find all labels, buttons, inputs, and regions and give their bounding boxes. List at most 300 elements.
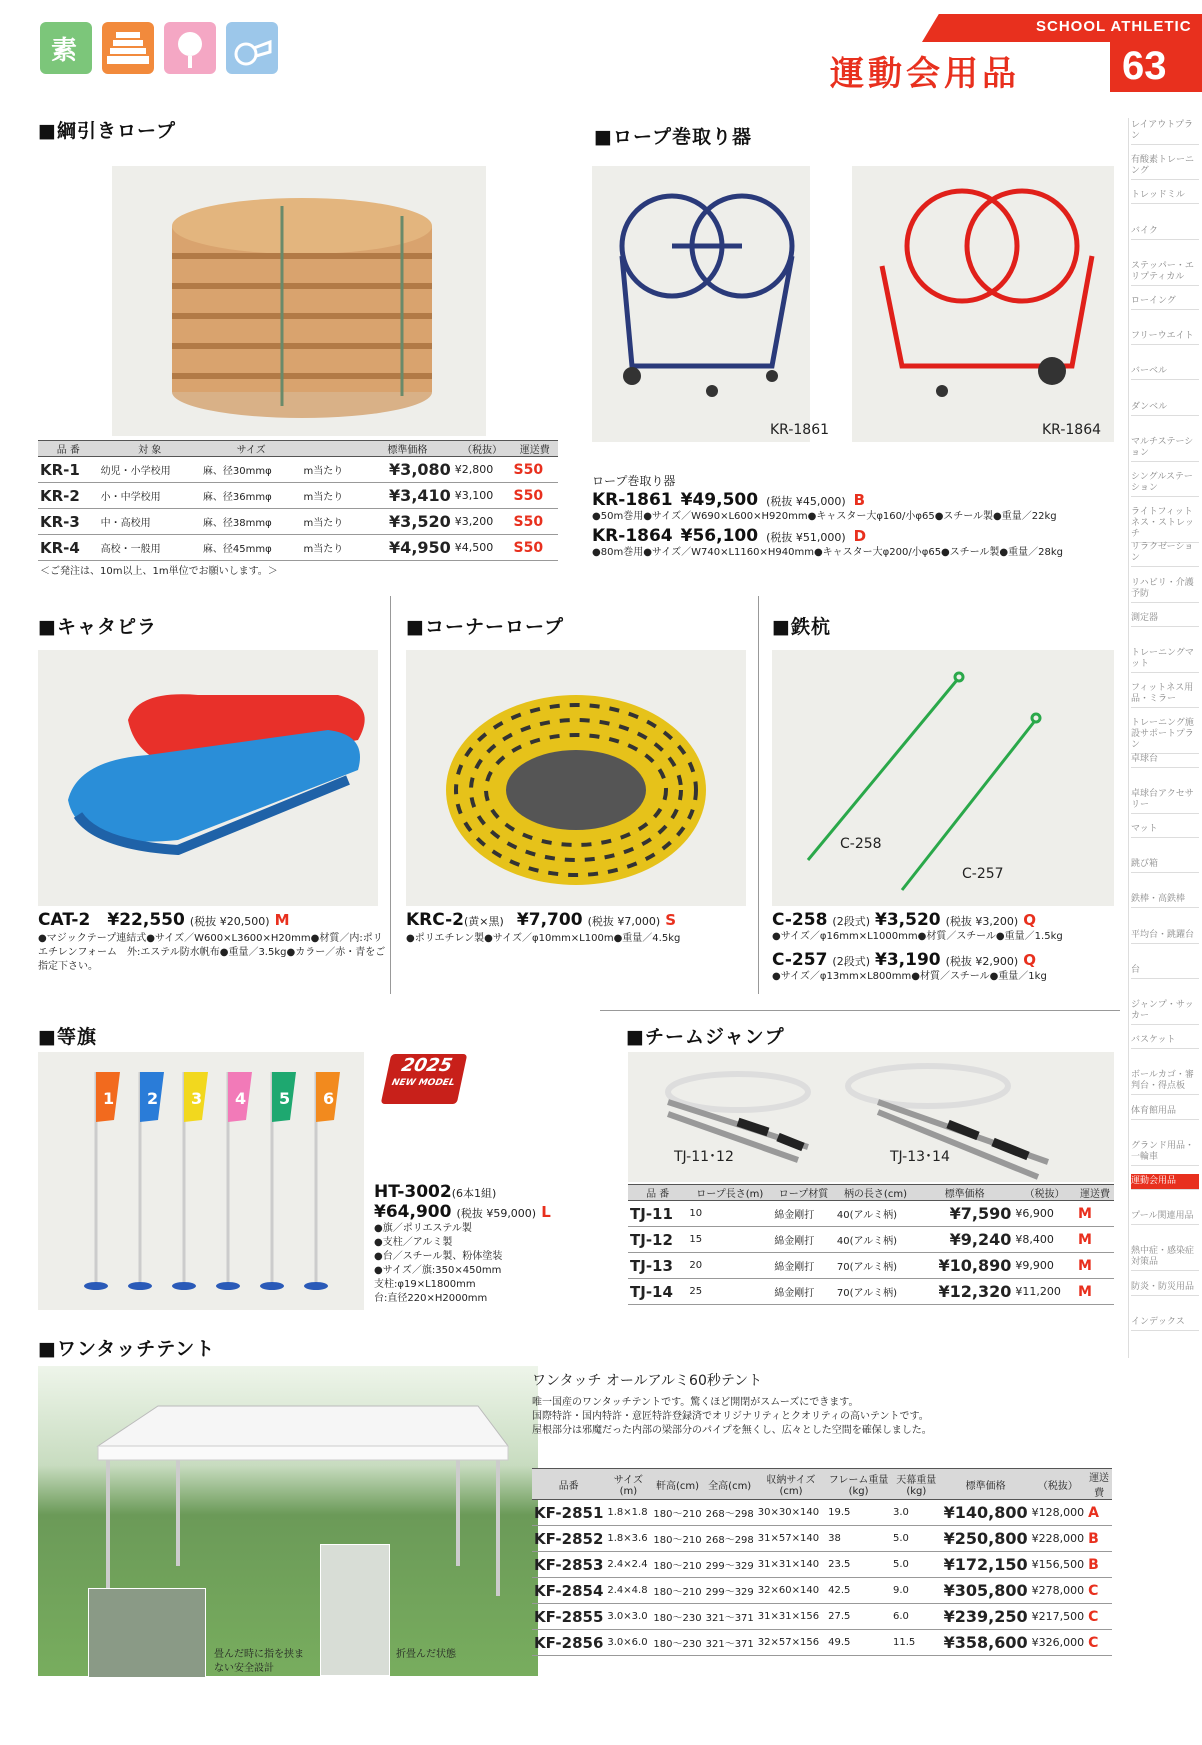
table-cell: KR-4 — [38, 535, 99, 561]
jump-table — [628, 1184, 1114, 1305]
winder-code: KR-1864 — [592, 526, 673, 546]
vaulting-box-icon — [102, 22, 154, 74]
sidebar-item[interactable]: 防炎・防災用品 — [1131, 1280, 1199, 1296]
badge-text: NEW MODEL — [390, 1078, 456, 1088]
winder-price: ¥56,100 — [680, 526, 759, 546]
table-cell: 180～210 — [651, 1500, 703, 1526]
tent-inset-1 — [88, 1588, 206, 1678]
winder-tax: (税抜 ¥51,000) — [766, 531, 846, 544]
stake-ship: Q — [1023, 951, 1036, 969]
table-header — [301, 441, 361, 457]
jump-label-1: TJ-11･12 — [674, 1149, 734, 1165]
table-header: 軒高(cm) — [651, 1469, 703, 1500]
table-cell: ¥217,500 — [1030, 1604, 1087, 1630]
table-cell: 268～298 — [704, 1500, 756, 1526]
table-header: （税抜） — [1013, 1185, 1076, 1201]
table-header: 標準価格 — [362, 441, 453, 457]
table-cell: m当たり — [301, 509, 361, 535]
table-cell: m当たり — [301, 457, 361, 483]
table-cell: ¥140,800 — [942, 1500, 1030, 1526]
table-header: 天幕重量(kg) — [891, 1469, 942, 1500]
table-header: 全高(cm) — [704, 1469, 756, 1500]
corner-rope-photo — [406, 650, 746, 906]
table-cell: M — [1076, 1253, 1114, 1279]
cat-tax: (税抜 ¥20,500) — [189, 915, 270, 928]
sidebar-item[interactable]: フィットネス用品・ミラー — [1131, 681, 1199, 708]
tent-desc-line: 屋根部分は邪魔だった内部の梁部分のパイプを無くし、広々とした空間を確保しました。 — [532, 1425, 932, 1436]
table-cell: 30×30×140 — [756, 1500, 826, 1526]
corner-code: KRC-2 — [406, 910, 465, 930]
flags-spec — [374, 1222, 574, 1306]
table-cell: 40(アルミ柄) — [835, 1201, 916, 1227]
table-row — [628, 1279, 1114, 1305]
section-title-stake: ■鉄杭 — [772, 616, 831, 638]
page-title: 運動会用品 — [830, 54, 1020, 94]
table-cell: ¥7,590 — [916, 1201, 1013, 1227]
sidebar-item[interactable]: トレーニングマット — [1131, 646, 1199, 673]
table-cell: KF-2852 — [532, 1526, 605, 1552]
table-row — [532, 1630, 1112, 1656]
table-cell: 27.5 — [826, 1604, 891, 1630]
stake-spec: ●サイズ／φ13mm×L800mm●材質／スチール●重量／1kg — [772, 971, 1047, 982]
table-cell: 180～230 — [651, 1630, 703, 1656]
series-label: SCHOOL ATHLETIC — [1036, 18, 1192, 35]
table-cell: 麻、径30mmφ — [201, 457, 302, 483]
table-cell: 321～371 — [704, 1604, 756, 1630]
winder-code: KR-1861 — [592, 490, 673, 510]
table-cell: C — [1086, 1604, 1112, 1630]
sidebar-item[interactable]: リラクゼーション — [1131, 540, 1199, 567]
table-header: 品 番 — [628, 1185, 687, 1201]
sidebar-item[interactable]: ローイング — [1131, 294, 1199, 310]
flags-variant: (6本1組) — [451, 1187, 497, 1200]
table-header: 品番 — [532, 1469, 605, 1500]
table-header: サイズ — [201, 441, 302, 457]
table-cell: ¥12,320 — [916, 1279, 1013, 1305]
table-header: 収納サイズ(cm) — [756, 1469, 826, 1500]
stake-label-2: C-257 — [962, 866, 1004, 882]
table-cell: TJ-13 — [628, 1253, 687, 1279]
sidebar-item[interactable]: 熱中症・感染症対策品 — [1131, 1244, 1199, 1271]
table-cell: M — [1076, 1201, 1114, 1227]
sidebar-item[interactable]: 体育館用品 — [1131, 1104, 1199, 1120]
stake-variant: (2段式) — [832, 915, 871, 928]
sidebar-item[interactable]: マルチステーション — [1131, 435, 1199, 462]
divider — [758, 596, 759, 994]
table-header: 対 象 — [99, 441, 201, 457]
table-cell: ¥3,410 — [362, 483, 453, 509]
whistle-icon — [226, 22, 278, 74]
table-header: ロープ長さ(m) — [687, 1185, 772, 1201]
table-header: 柄の長さ(cm) — [835, 1185, 916, 1201]
sidebar-item[interactable]: ダンベル — [1131, 400, 1199, 416]
table-cell: S50 — [512, 535, 558, 561]
table-row — [38, 483, 558, 509]
table-cell: ¥156,500 — [1030, 1552, 1087, 1578]
table-cell: S50 — [512, 457, 558, 483]
sidebar-item[interactable]: ステッパー・エリプティカル — [1131, 259, 1199, 286]
table-cell: C — [1086, 1630, 1112, 1656]
stake-code: C-257 — [772, 950, 828, 970]
table-cell: 麻、径36mmφ — [201, 483, 302, 509]
table-cell: KR-1 — [38, 457, 99, 483]
stake-tax: (税抜 ¥3,200) — [945, 915, 1019, 928]
table-cell: ¥10,890 — [916, 1253, 1013, 1279]
table-cell: ¥3,200 — [453, 509, 512, 535]
table-cell: ¥3,080 — [362, 457, 453, 483]
tent-inset-2 — [320, 1544, 390, 1676]
flags-spec-line: ●サイズ／旗:350×450mm — [374, 1265, 502, 1276]
flags-price: ¥64,900 — [374, 1202, 452, 1222]
table-cell: S50 — [512, 483, 558, 509]
flags-ship: L — [541, 1203, 551, 1221]
flag-number: 1 — [103, 1089, 115, 1108]
table-cell: 綿金剛打 — [772, 1201, 835, 1227]
category-icon-material: 素 — [40, 22, 92, 74]
table-cell: C — [1086, 1578, 1112, 1604]
table-header: 標準価格 — [942, 1469, 1030, 1500]
section-title-jump: ■チームジャンプ — [626, 1026, 785, 1048]
table-cell: ¥11,200 — [1013, 1279, 1076, 1305]
table-cell: KR-3 — [38, 509, 99, 535]
table-row — [38, 457, 558, 483]
table-cell: 綿金剛打 — [772, 1279, 835, 1305]
flag-number: 2 — [147, 1089, 159, 1108]
flag-base — [128, 1282, 152, 1290]
stake-photo — [772, 650, 1114, 906]
table-row — [628, 1253, 1114, 1279]
sidebar-item[interactable]: バイク — [1131, 224, 1199, 240]
stake-price: ¥3,520 — [875, 910, 941, 930]
table-cell: KF-2856 — [532, 1630, 605, 1656]
flags-spec-line: 台:直径220×H2000mm — [374, 1293, 488, 1304]
table-cell: ¥2,800 — [453, 457, 512, 483]
table-cell: 70(アルミ柄) — [835, 1279, 916, 1305]
sidebar-item[interactable]: マット — [1131, 822, 1199, 838]
table-cell: 1.8×1.8 — [605, 1500, 651, 1526]
section-title-tent: ■ワンタッチテント — [38, 1338, 216, 1360]
stake-label-1: C-258 — [840, 836, 882, 852]
table-cell: 180～210 — [651, 1526, 703, 1552]
table-cell: 299～329 — [704, 1552, 756, 1578]
table-cell: 3.0×6.0 — [605, 1630, 651, 1656]
corner-item — [406, 910, 756, 946]
table-cell: 31×31×156 — [756, 1604, 826, 1630]
table-cell: 25 — [687, 1279, 772, 1305]
table-cell: 23.5 — [826, 1552, 891, 1578]
stake-item — [772, 910, 1122, 944]
sidebar-item[interactable]: グランド用品・一輪車 — [1131, 1139, 1199, 1166]
table-cell: ¥9,900 — [1013, 1253, 1076, 1279]
table-cell: 3.0 — [891, 1500, 942, 1526]
winder-label-2: KR-1864 — [1042, 422, 1102, 438]
new-model-badge — [381, 1054, 468, 1104]
table-row — [38, 535, 558, 561]
table-header: サイズ(m) — [605, 1469, 651, 1500]
sidebar-item[interactable]: ジャンプ・サッカー — [1131, 998, 1199, 1025]
sidebar-item[interactable]: シングルステーション — [1131, 470, 1199, 497]
tent-inset-1-caption: 畳んだ時に指を挟まない安全設計 — [214, 1649, 304, 1674]
table-cell: 中・高校用 — [99, 509, 201, 535]
table-cell: KF-2854 — [532, 1578, 605, 1604]
divider — [600, 1010, 1120, 1011]
table-cell: ¥3,100 — [453, 483, 512, 509]
sidebar-item[interactable]: トレッドミル — [1131, 188, 1199, 204]
rope-table — [38, 440, 558, 561]
table-cell: 1.8×3.6 — [605, 1526, 651, 1552]
table-cell: 268～298 — [704, 1526, 756, 1552]
winder-caption: ロープ巻取り器 — [592, 474, 676, 488]
sidebar-item[interactable]: バスケット — [1131, 1033, 1199, 1049]
table-cell: 5.0 — [891, 1526, 942, 1552]
table-row — [532, 1578, 1112, 1604]
table-cell: 3.0×3.0 — [605, 1604, 651, 1630]
table-cell: 2.4×4.8 — [605, 1578, 651, 1604]
table-cell: A — [1086, 1500, 1112, 1526]
table-cell: ¥358,600 — [942, 1630, 1030, 1656]
flag-base — [84, 1282, 108, 1290]
table-cell: ¥278,000 — [1030, 1578, 1087, 1604]
table-cell: 70(アルミ柄) — [835, 1253, 916, 1279]
table-cell: 32×57×156 — [756, 1630, 826, 1656]
flags-spec-line: ●支柱／アルミ製 — [374, 1237, 453, 1248]
sidebar-item[interactable]: 有酸素トレーニング — [1131, 153, 1199, 180]
stake-code: C-258 — [772, 910, 828, 930]
winder-ship: D — [853, 527, 867, 545]
flags-spec-line: ●旗／ポリエステル製 — [374, 1223, 472, 1234]
table-cell: 32×60×140 — [756, 1578, 826, 1604]
table-cell: m当たり — [301, 535, 361, 561]
flags-item — [374, 1182, 574, 1306]
sidebar-item[interactable]: 測定器 — [1131, 611, 1199, 627]
table-row — [532, 1526, 1112, 1552]
jump-label-2: TJ-13･14 — [890, 1149, 950, 1165]
stake-variant: (2段式) — [832, 955, 871, 968]
flag-base — [172, 1282, 196, 1290]
corner-spec: ●ポリエチレン製●サイズ／φ10mm×L100m●重量／4.5kg — [406, 933, 681, 944]
table-cell: B — [1086, 1552, 1112, 1578]
table-row — [38, 509, 558, 535]
flags-spec-line: 支柱:φ19×L1800mm — [374, 1279, 476, 1290]
table-cell: 38 — [826, 1526, 891, 1552]
sidebar-item[interactable]: 平均台・跳躍台 — [1131, 928, 1199, 944]
table-header: 運送費 — [1076, 1185, 1114, 1201]
table-header: 運送費 — [1086, 1469, 1112, 1500]
table-cell: KF-2851 — [532, 1500, 605, 1526]
table-cell: m当たり — [301, 483, 361, 509]
flags-tax: (税抜 ¥59,000) — [456, 1207, 537, 1220]
tent-inset-2-caption: 折畳んだ状態 — [396, 1649, 456, 1660]
corner-tax: (税抜 ¥7,000) — [587, 915, 661, 928]
table-cell: TJ-11 — [628, 1201, 687, 1227]
sidebar-item[interactable]: 跳び箱 — [1131, 857, 1199, 873]
table-cell: 180～210 — [651, 1552, 703, 1578]
stake-tax: (税抜 ¥2,900) — [945, 955, 1019, 968]
table-header: ロープ材質 — [772, 1185, 835, 1201]
winder-photo-red — [852, 166, 1114, 442]
tent-description — [532, 1396, 1112, 1438]
table-cell: M — [1076, 1279, 1114, 1305]
table-cell: TJ-12 — [628, 1227, 687, 1253]
sidebar-item[interactable]: 卓球台 — [1131, 752, 1199, 768]
table-cell: 幼児・小学校用 — [99, 457, 201, 483]
table-header: 品 番 — [38, 441, 99, 457]
table-cell: ¥326,000 — [1030, 1630, 1087, 1656]
section-title-corner: ■コーナーロープ — [406, 616, 565, 638]
flag-base — [216, 1282, 240, 1290]
table-header: （税抜） — [1030, 1469, 1087, 1500]
table-cell: ¥8,400 — [1013, 1227, 1076, 1253]
table-cell: 31×57×140 — [756, 1526, 826, 1552]
table-cell: 299～329 — [704, 1578, 756, 1604]
table-cell: 11.5 — [891, 1630, 942, 1656]
page-number: 63 — [1122, 44, 1167, 88]
table-cell: 180～210 — [651, 1578, 703, 1604]
winder-spec: ●50m巻用●サイズ／W690×L600×H920mm●キャスター大φ160/小φ65●スチール製●重量／22kg — [592, 511, 1057, 522]
sidebar-item[interactable]: トレーニング施設サポートプラン — [1131, 716, 1199, 754]
table-cell: ¥250,800 — [942, 1526, 1030, 1552]
winder-price: ¥49,500 — [680, 490, 759, 510]
table-cell: TJ-14 — [628, 1279, 687, 1305]
table-row — [532, 1500, 1112, 1526]
winder-spec: ●80m巻用●サイズ／W740×L1160×H940mm●キャスター大φ200/小φ65●スチール製●重量／28kg — [592, 547, 1063, 558]
table-row — [628, 1227, 1114, 1253]
table-cell: 綿金剛打 — [772, 1227, 835, 1253]
table-header: 運送費 — [512, 441, 558, 457]
table-cell: 31×31×140 — [756, 1552, 826, 1578]
sidebar-item[interactable]: リハビリ・介護予防 — [1131, 576, 1199, 603]
table-row — [532, 1604, 1112, 1630]
table-cell: 高校・一般用 — [99, 535, 201, 561]
sidebar-item[interactable]: 卓球台アクセサリー — [1131, 787, 1199, 814]
sidebar-item[interactable]: 運動会用品 — [1131, 1174, 1199, 1190]
table-cell: 5.0 — [891, 1552, 942, 1578]
ball-icon — [164, 22, 216, 74]
table-cell: 9.0 — [891, 1578, 942, 1604]
rope-note: ＜ご発注は、10m以上、1m単位でお願いします。＞ — [40, 566, 278, 577]
sidebar-item[interactable]: インデックス — [1131, 1315, 1199, 1331]
tent-table — [532, 1468, 1112, 1656]
table-row — [532, 1552, 1112, 1578]
table-header: 標準価格 — [916, 1185, 1013, 1201]
table-cell: ¥239,250 — [942, 1604, 1030, 1630]
stake-spec: ●サイズ／φ16mm×L1000mm●材質／スチール●重量／1.5kg — [772, 931, 1063, 942]
table-cell: ¥128,000 — [1030, 1500, 1087, 1526]
table-cell: 2.4×2.4 — [605, 1552, 651, 1578]
table-cell: B — [1086, 1526, 1112, 1552]
badge-year: 2025 — [399, 1055, 455, 1076]
stake-price: ¥3,190 — [875, 950, 941, 970]
table-cell: ¥305,800 — [942, 1578, 1030, 1604]
flag-base — [260, 1282, 284, 1290]
table-cell: 20 — [687, 1253, 772, 1279]
table-cell: KF-2853 — [532, 1552, 605, 1578]
table-cell: 6.0 — [891, 1604, 942, 1630]
sidebar-item[interactable]: ライトフィットネス・ストレッチ — [1131, 505, 1199, 543]
sidebar-item[interactable]: ボールカゴ・審判台・得点板 — [1131, 1068, 1199, 1095]
table-cell: ¥4,950 — [362, 535, 453, 561]
corner-ship: S — [665, 911, 677, 929]
tent-desc-line: 国際特許・国内特許・意匠特許登録済でオリジナリティとクオリティの高いテントです。 — [532, 1411, 929, 1422]
table-cell: ¥228,000 — [1030, 1526, 1087, 1552]
stake-items — [772, 910, 1122, 990]
flag-base — [304, 1282, 328, 1290]
sidebar-item[interactable]: 台 — [1131, 963, 1199, 979]
sidebar-item[interactable]: フリーウエイト — [1131, 329, 1199, 345]
tent-subtitle: ワンタッチ オールアルミ60秒テント — [532, 1373, 763, 1389]
winder-photo-blue — [592, 166, 810, 442]
sidebar-index — [1128, 118, 1202, 1358]
rope-photo — [112, 166, 486, 436]
corner-price: ¥7,700 — [516, 910, 583, 930]
winder-item — [592, 490, 1112, 524]
corner-variant: (黄×黒) — [464, 915, 504, 928]
table-cell: 49.5 — [826, 1630, 891, 1656]
table-cell: 19.5 — [826, 1500, 891, 1526]
table-cell: ¥4,500 — [453, 535, 512, 561]
cat-item — [38, 910, 388, 974]
table-cell: 42.5 — [826, 1578, 891, 1604]
flag-number: 4 — [235, 1089, 247, 1108]
table-cell: ¥172,150 — [942, 1552, 1030, 1578]
sidebar-item[interactable]: 鉄棒・高鉄棒 — [1131, 892, 1199, 908]
table-header: フレーム重量(kg) — [826, 1469, 891, 1500]
tent-desc-line: 唯一国産のワンタッチテントです。驚くほど開閉がスムーズにできます。 — [532, 1397, 859, 1408]
table-cell: S50 — [512, 509, 558, 535]
table-cell: ¥6,900 — [1013, 1201, 1076, 1227]
section-title-flags: ■等旗 — [38, 1026, 97, 1048]
divider — [390, 596, 391, 994]
flag-number: 5 — [279, 1089, 291, 1108]
section-title-rope: ■綱引きロープ — [38, 120, 177, 142]
cat-ship: M — [274, 911, 290, 929]
winder-label-1: KR-1861 — [770, 422, 830, 438]
flags-photo — [38, 1052, 364, 1310]
stake-ship: Q — [1023, 911, 1036, 929]
table-cell: 40(アルミ柄) — [835, 1227, 916, 1253]
winder-items — [592, 490, 1112, 562]
table-cell: 麻、径38mmφ — [201, 509, 302, 535]
table-cell: KR-2 — [38, 483, 99, 509]
table-cell: ¥3,520 — [362, 509, 453, 535]
table-cell: 321～371 — [704, 1630, 756, 1656]
section-title-caterpillar: ■キャタピラ — [38, 616, 157, 638]
flag-number: 3 — [191, 1089, 203, 1108]
table-cell: 180～230 — [651, 1604, 703, 1630]
table-cell: 小・中学校用 — [99, 483, 201, 509]
table-header: （税抜） — [453, 441, 512, 457]
table-row — [628, 1201, 1114, 1227]
flags-code: HT-3002 — [374, 1182, 452, 1202]
flags-spec-line: ●台／スチール製、粉体塗装 — [374, 1251, 503, 1262]
table-cell: 10 — [687, 1201, 772, 1227]
cat-code: CAT-2 — [38, 910, 91, 930]
winder-item — [592, 526, 1112, 560]
winder-ship: B — [853, 491, 866, 509]
sidebar-item[interactable]: レイアウトプラン — [1131, 118, 1199, 145]
table-cell: 麻、径45mmφ — [201, 535, 302, 561]
table-cell: 15 — [687, 1227, 772, 1253]
sidebar-item[interactable]: プール関連用品 — [1131, 1209, 1199, 1225]
sidebar-item[interactable]: バーベル — [1131, 364, 1199, 380]
section-title-winder: ■ロープ巻取り器 — [594, 126, 753, 148]
stake-item — [772, 950, 1122, 984]
table-cell: ¥9,240 — [916, 1227, 1013, 1253]
table-cell: KF-2855 — [532, 1604, 605, 1630]
caterpillar-photo — [38, 650, 378, 906]
table-cell: M — [1076, 1227, 1114, 1253]
flag-number: 6 — [323, 1089, 335, 1108]
